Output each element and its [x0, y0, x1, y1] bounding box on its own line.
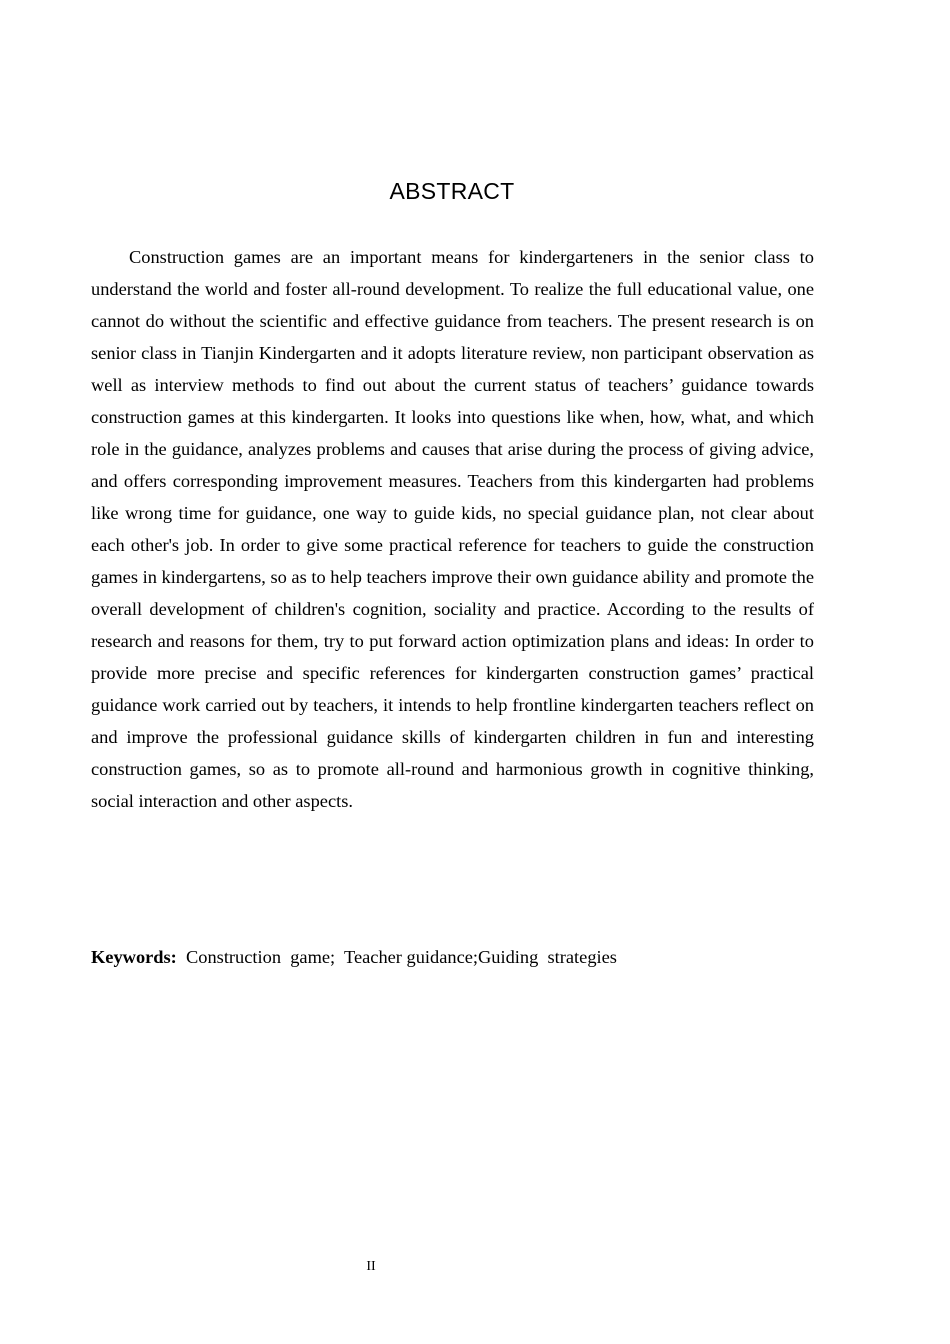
- abstract-body: Construction games are an important means for kindergarteners in the senior class to understand the world and foster all-round development. To realize the full educational value, one cannot do without the scientific and effective guidance from teachers. The present research is on senior class in Tianjin Kindergarten and it adopts literature review, non participant observation as well as interview methods to find out about the current status of teachers’ guidance towards construction games at this kindergarten. It looks into questions like when, how, what, and which role in the guidance, analyzes problems and causes that arise during the process of giving advice, and offers corresponding improvement measures. Teachers from this kindergarten had problems like wrong time for guidance, one way to guide kids, no special guidance plan, not clear about each other's job. In order to give some practical reference for teachers to guide the construction games in kindergartens, so as to help teachers improve their own guidance ability and promote the overall development of children's cognition, sociality and practice. According to the results of research and reasons for them, try to put forward action optimization plans and ideas: In order to provide more precise and specific references for kindergarten construction games’ practical guidance work carried out by teachers, it intends to help frontline kindergarten teachers reflect on and improve the professional guidance skills of kindergarten children in fun and interesting construction games, so as to promote all-round and harmonious growth in cognitive thinking, social interaction and other aspects.: [91, 247, 814, 811]
- page-number: II: [366, 1259, 376, 1274]
- keywords-line: [91, 941, 814, 973]
- keywords-label: Keywords:: [91, 947, 177, 967]
- keywords-text: Construction game; Teacher guidance;Guiding strategies: [176, 947, 617, 967]
- abstract-title: ABSTRACT: [389, 178, 515, 204]
